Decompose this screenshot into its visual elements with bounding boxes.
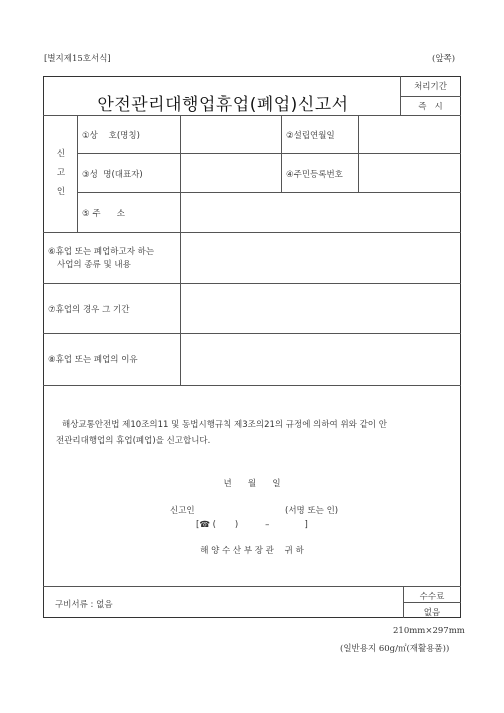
statement-line2: 전관리대행업의 휴업(폐업)을 신고합니다. (56, 436, 211, 446)
business-type-label-line1: ⑥휴업 또는 폐업하고자 하는 (48, 247, 155, 257)
paper-spec: (일반용지 60g/㎡(재활용품)) (340, 644, 450, 654)
date-line: 년 월 일 (223, 479, 281, 489)
divider (43, 586, 461, 587)
divider (77, 153, 461, 154)
reporter-group-label: 신 고 인 (56, 149, 66, 197)
reporter-signature-label: 신고인 (170, 506, 195, 516)
page-side-label: (앞쪽) (432, 54, 456, 64)
divider (180, 115, 181, 232)
divider (180, 232, 181, 385)
statement-line1: 해상교통안전법 제10조의11 및 동법시행규칙 제3조의21의 규정에 의하여 위와 같이 안 (62, 420, 387, 430)
trade-name-label: ①상 호(명칭) (82, 131, 140, 141)
representative-name-label: ③성 명(대표자) (82, 170, 143, 180)
divider (43, 283, 461, 284)
divider (77, 192, 461, 193)
form-frame (43, 76, 461, 618)
divider (77, 115, 78, 232)
divider (43, 232, 461, 233)
business-type-label-line2: 사업의 종류 및 내용 (57, 260, 131, 270)
reason-label: ⑧휴업 또는 폐업의 이유 (48, 355, 138, 365)
divider (43, 115, 461, 116)
processing-period-value: 즉 시 (418, 102, 443, 112)
resident-number-label: ④주민등록번호 (286, 170, 343, 180)
divider (43, 385, 461, 386)
processing-period-label: 처리기간 (414, 82, 447, 92)
address-label: ⑤ 주 소 (82, 209, 125, 219)
fee-value: 없음 (423, 608, 441, 618)
signature-hint: (서명 또는 인) (285, 506, 339, 516)
required-documents: 구비서류 : 없음 (55, 600, 113, 610)
divider (43, 333, 461, 334)
phone-line: [☎ ( ) – ] (196, 520, 308, 530)
divider (403, 602, 461, 603)
founded-date-label: ②설립연월일 (286, 131, 335, 141)
divider (281, 115, 282, 192)
divider (400, 96, 461, 97)
divider (358, 115, 359, 192)
fee-label: 수수료 (419, 592, 445, 602)
paper-size: 210mm×297mm (393, 626, 465, 636)
form-title: 안전관리대행업휴업(폐업)신고서 (97, 95, 349, 115)
suspension-period-label: ⑦휴업의 경우 그 기간 (48, 305, 130, 315)
form-number: [별지제15호서식] (44, 54, 111, 64)
addressee: 해 양 수 산 부 장 관 귀 하 (200, 546, 304, 556)
